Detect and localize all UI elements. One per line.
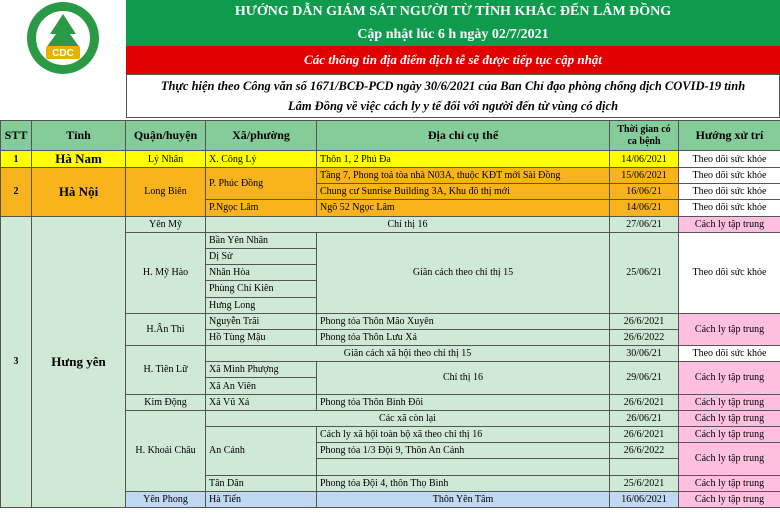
handling-cell: Theo dõi sức khỏe (679, 184, 780, 200)
ward-cell: P. Phúc Đồng (206, 168, 317, 200)
update-time: Cập nhật lúc 6 h ngày 02/7/2021 (126, 24, 780, 46)
directive-note (126, 74, 780, 118)
district-cell: Yên Mỹ (126, 216, 206, 232)
time-cell: 16/06/2021 (610, 491, 679, 507)
province-cell: Hà Nội (32, 168, 126, 217)
time-cell: 14/06/21 (610, 200, 679, 216)
time-cell: 26/6/2021 (610, 427, 679, 443)
ward-cell: P.Ngọc Lâm (206, 200, 317, 216)
handling-cell: Cách ly tập trung (679, 362, 780, 394)
handling-cell: Theo dõi sức khỏe (679, 168, 780, 184)
table-row (1, 151, 780, 168)
time-cell: 16/06/21 (610, 184, 679, 200)
directive-note-line2: Lâm Đồng về việc cách ly y tế đối với người đến từ vùng có dịch (287, 99, 619, 113)
address-cell: Tầng 7, Phong toả tòa nhà N03A, thuộc KĐT mới Sài Đồng (317, 168, 610, 184)
page-title: HƯỚNG DẪN GIÁM SÁT NGƯỜI TỪ TỈNH KHÁC ĐẾN LÂM ĐỒNG (126, 0, 780, 24)
col-ward: Xã/phường (206, 121, 317, 151)
address-cell: Thôn 1, 2 Phú Đa (317, 151, 610, 168)
time-cell: 26/6/2022 (610, 329, 679, 345)
address-cell: Phong tỏa Thôn Mão Xuyên (317, 313, 610, 329)
time-cell: 25/06/21 (610, 232, 679, 313)
address-cell: Thôn Yên Tâm (317, 491, 610, 507)
district-cell: H. Khoái Châu (126, 410, 206, 491)
address-cell: Giãn cách xã hội theo chỉ thị 15 (206, 346, 610, 362)
time-cell: 30/06/21 (610, 346, 679, 362)
address-cell: Chỉ thị 16 (317, 362, 610, 394)
ward-cell: Xã An Viên (206, 378, 317, 394)
handling-cell: Theo dõi sức khỏe (679, 232, 780, 313)
address-cell: Phong tỏa 1/3 Đội 9, Thôn An Cảnh (317, 443, 610, 459)
ward-cell: Hưng Long (206, 297, 317, 313)
ward-cell: Phùng Chí Kiên (206, 281, 317, 297)
ward-cell: Nguyễn Trãi (206, 313, 317, 329)
time-cell: 26/6/2021 (610, 313, 679, 329)
cdc-badge-text: CDC (52, 48, 74, 59)
address-cell: Phong tỏa Đội 4, thôn Thọ Bình (317, 475, 610, 491)
time-cell (610, 459, 679, 475)
time-cell: 27/06/21 (610, 216, 679, 232)
handling-cell: Cách ly tập trung (679, 475, 780, 491)
handling-cell: Theo dõi sức khỏe (679, 200, 780, 216)
handling-cell: Cách ly tập trung (679, 394, 780, 410)
address-cell (317, 459, 610, 475)
ward-cell: X. Công Lý (206, 151, 317, 168)
province-cell: Hà Nam (32, 151, 126, 168)
surveillance-table (0, 120, 780, 508)
ward-cell: Tân Dân (206, 475, 317, 491)
time-cell: 29/06/21 (610, 362, 679, 394)
time-cell: 26/06/21 (610, 410, 679, 426)
ward-cell: Nhân Hòa (206, 265, 317, 281)
col-case-time: Thời gian có ca bệnh (610, 121, 679, 151)
ward-cell: Hà Tiến (206, 491, 317, 507)
district-cell: Lý Nhân (126, 151, 206, 168)
table-header-row (1, 121, 780, 151)
col-address: Địa chỉ cụ thể (317, 121, 610, 151)
province-cell: Hưng yên (32, 216, 126, 507)
handling-cell: Cách ly tập trung (679, 427, 780, 443)
district-cell: H.Ân Thi (126, 313, 206, 345)
time-cell: 26/6/2021 (610, 394, 679, 410)
time-cell: 15/06/2021 (610, 168, 679, 184)
ward-cell: Bần Yên Nhân (206, 232, 317, 248)
cdc-logo (0, 0, 126, 76)
address-cell: Các xã còn lại (206, 410, 610, 426)
col-district: Quận/huyện (126, 121, 206, 151)
handling-cell: Cách ly tập trung (679, 410, 780, 426)
ward-cell: Dị Sử (206, 248, 317, 264)
stt-cell: 3 (1, 216, 32, 507)
address-cell: Chỉ thị 16 (206, 216, 610, 232)
subtitle-banner: Các thông tin địa điểm dịch tễ sẽ được tiếp tục cập nhật (126, 46, 780, 74)
district-cell: Long Biên (126, 168, 206, 217)
address-cell: Cách ly xã hội toàn bộ xã theo chỉ thị 16 (317, 427, 610, 443)
time-cell: 14/06/2021 (610, 151, 679, 168)
ward-cell: Hồ Tùng Mậu (206, 329, 317, 345)
address-cell: Phong tỏa Thôn Bình Đôi (317, 394, 610, 410)
col-province: Tỉnh (32, 121, 126, 151)
handling-cell: Theo dõi sức khỏe (679, 346, 780, 362)
district-cell: Kim Động (126, 394, 206, 410)
ward-cell: An Cảnh (206, 427, 317, 476)
ward-cell: Xã Minh Phượng (206, 362, 317, 378)
handling-cell: Cách ly tập trung (679, 491, 780, 507)
stt-cell: 2 (1, 168, 32, 217)
district-cell: H. Tiên Lữ (126, 346, 206, 395)
address-cell: Ngõ 52 Ngọc Lâm (317, 200, 610, 216)
col-stt: STT (1, 121, 32, 151)
stt-cell: 1 (1, 151, 32, 168)
address-cell: Giãn cách theo chỉ thị 15 (317, 232, 610, 313)
time-cell: 26/6/2022 (610, 443, 679, 459)
time-cell: 25/6/2021 (610, 475, 679, 491)
table-row (1, 168, 780, 184)
address-cell: Phong tỏa Thôn Lưu Xá (317, 329, 610, 345)
handling-cell: Theo dõi sức khỏe (679, 151, 780, 168)
handling-cell: Cách ly tập trung (679, 216, 780, 232)
ward-cell: Xã Vũ Xá (206, 394, 317, 410)
col-handling: Hướng xử trí (679, 121, 780, 151)
handling-cell: Cách ly tập trung (679, 443, 780, 475)
district-cell: Yên Phong (126, 491, 206, 507)
address-cell: Chung cư Sunrise Building 3A, Khu đô thị mới (317, 184, 610, 200)
directive-note-line1: Thực hiện theo Công văn số 1671/BCĐ-PCD ngày 30/6/2021 của Ban Chỉ đạo phòng chống dịch COVID-19 tỉnh (160, 79, 746, 93)
table-row (1, 216, 780, 232)
district-cell: H. Mỹ Hào (126, 232, 206, 313)
handling-cell: Cách ly tập trung (679, 313, 780, 345)
